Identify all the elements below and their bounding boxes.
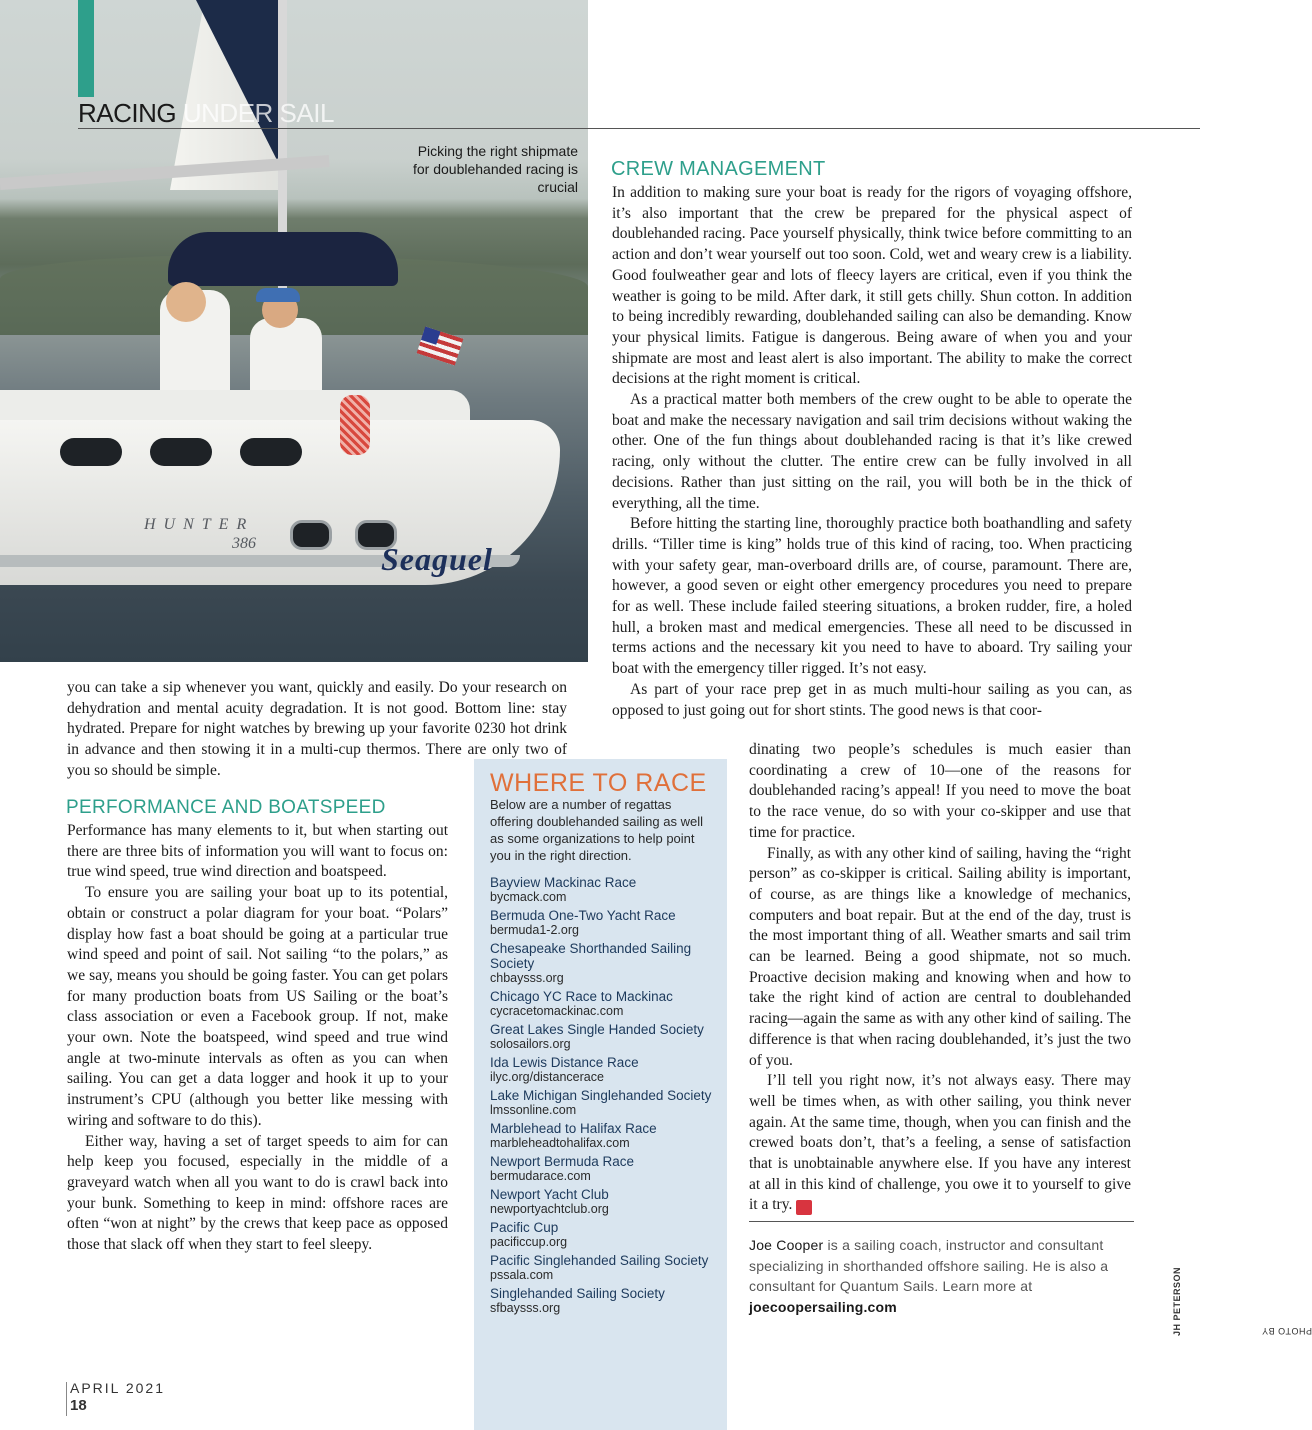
race-name: Chesapeake Shorthanded Sailing Society <box>490 941 692 971</box>
where-to-race-sidebar <box>474 759 727 1430</box>
race-item <box>490 1088 722 1117</box>
photo-caption: Picking the right shipmate for doublehanded racing is crucial <box>412 143 578 195</box>
coiled-rope <box>340 395 370 455</box>
crew-paragraph: In addition to making sure your boat is ready for the rigors of voyaging offshore, it’s also important that the crew be prepared for the physical aspect of doublehanded racing. Pace yourself physically, think twice before committing to an action and don’t wear yourself out too soon. Cold, wet and weary crew is a liability. Good foulweather gear and lots of fleecy layers are critical, even if you think the weather is going to be mild. After dark, it still gets chilly. Shun cotton. In addition to being incredibly rewarding, doublehanded sailing can also be demanding. Know your physical limits. Fatigue is dangerous. Being aware of when you and your shipmate are most and least alert is also important. The ability to make the correct decisions at the right moment is critical. <box>612 184 1132 388</box>
crew-paragraph: dinating two people’s schedules is much easier than coordinating a crew of 10—one of the reasons for doublehanded racing’s appeal! If you need to move the boat to the race venue, do so with your co-skipper and use that time for practice. <box>749 741 1131 841</box>
race-item <box>490 1022 722 1051</box>
race-item <box>490 908 722 937</box>
race-item <box>490 1220 722 1249</box>
issue-date: APRIL 2021 <box>70 1380 165 1396</box>
crew-paragraph-text: I’ll tell you right now, it’s not always easy. There may well be times when, as with other sailing, you think never again. At the same time, though, when you can finish and the crewed boats don’t, that’s a feeling, a sense of satisfaction that is unobtainable anywhere else. If you have any interest at all in this kind of challenge, you owe it to yourself to give it a try. <box>749 1072 1131 1214</box>
author-bio <box>749 1235 1134 1317</box>
race-name: Bermuda One-Two Yacht Race <box>490 908 676 923</box>
race-item <box>490 941 722 985</box>
race-url[interactable]: cycracetomackinac.com <box>490 1004 624 1018</box>
sail-cover <box>196 0 282 170</box>
hull-brand: HUNTER <box>144 516 255 533</box>
race-name: Lake Michigan Singlehanded Society <box>490 1088 712 1103</box>
race-item <box>490 1154 722 1183</box>
section-word-racing: RACING <box>78 98 177 128</box>
performance-paragraph: Either way, having a set of target speeds to aim for can help keep you focused, especially in the middle of a graveyard watch when all you want to do is crawl back into your bunk. Something to keep in mind: offshore races are often “won at night” by the crews that keep pace as opposed those that slack off when they start to feel sleepy. <box>67 1132 448 1254</box>
hull-port <box>290 520 332 550</box>
race-name: Pacific Singlehanded Sailing Society <box>490 1253 709 1268</box>
crew-paragraph-last <box>749 1071 1131 1216</box>
cabin-window <box>150 438 212 466</box>
crew-paragraph: Finally, as with any other kind of sailing, having the “right person” as co-skipper is critical. Sailing ability is important, of course, as are things like a knowledge of mechanics, computers and boat repair. But at the end of the day, trust is the most important thing of all. Weather smarts and sail trim can be learned. Being a good shipmate, not so much. Proactive decision making and knowing when and how to take the right kind of action are central to doublehanded racing—again the same as with any other kind of sailing. The difference is that when racing doublehanded, it’s just the two of you. <box>749 844 1131 1069</box>
cabin-window <box>240 438 302 466</box>
bio-text: is a sailing coach, instructor and consultant specializing in shorthanded offshore sailing. He is also a consultant for Quantum Sails. Learn more at <box>749 1237 1109 1294</box>
race-name: Bayview Mackinac Race <box>490 875 637 890</box>
race-item <box>490 1055 722 1084</box>
race-name: Pacific Cup <box>490 1220 559 1235</box>
race-url[interactable]: bermuda1-2.org <box>490 923 579 937</box>
crew-body <box>612 183 1132 721</box>
performance-paragraph: Performance has many elements to it, but when starting out there are three bits of information you will want to focus on: true wind speed, true wind direction and boatspeed. <box>67 822 448 881</box>
race-item <box>490 875 722 904</box>
race-list <box>490 875 722 1319</box>
race-name: Chicago YC Race to Mackinac <box>490 989 673 1004</box>
race-name: Newport Yacht Club <box>490 1187 609 1202</box>
race-url[interactable]: lmssonline.com <box>490 1103 577 1117</box>
end-mark-icon: S <box>796 1200 812 1215</box>
author-name: Joe Cooper <box>749 1237 824 1253</box>
performance-body <box>67 821 448 1256</box>
bimini-top <box>168 232 398 286</box>
race-url[interactable]: sfbaysss.org <box>490 1301 561 1315</box>
race-item <box>490 1187 722 1216</box>
cabin-window <box>60 438 122 466</box>
photo-credit-label: PHOTO BY <box>1261 1326 1312 1336</box>
race-url[interactable]: bermudarace.com <box>490 1169 591 1183</box>
race-item <box>490 1286 722 1315</box>
crew-paragraph: Before hitting the starting line, thoroughly practice both boathandling and safety drills. “Tiller time is king” holds true of this kind of racing, too. When practicing with your safety gear, man-overboard drills are, of course, paramount. There are, however, a good seven or eight other emergency procedures you need to prepare for as well. These include failed steering situations, a broken rudder, fire, a holed hull, a broken mast and medical emergencies. These all need to be discussed in terms actions and the necessary kit you need to have to aboard. Try sailing your boat with the emergency tiller rigged. It’s not easy. <box>612 515 1132 678</box>
section-accent-bar <box>78 0 94 97</box>
race-url[interactable]: bycmack.com <box>490 890 567 904</box>
photo-credit <box>1172 1196 1312 1336</box>
performance-heading: PERFORMANCE AND BOATSPEED <box>66 797 386 818</box>
race-url[interactable]: pacificcup.org <box>490 1235 568 1249</box>
footer-rule <box>66 1382 67 1416</box>
crew-paragraph: As part of your race prep get in as much multi-hour sailing as you can, as opposed to just going out for short stints. The good news is that coor- <box>612 680 1132 719</box>
section-rule <box>78 128 1200 129</box>
section-word-under-sail: UNDER SAIL <box>182 98 334 128</box>
race-url[interactable]: pssala.com <box>490 1268 554 1282</box>
section-header <box>78 98 334 129</box>
race-name: Singlehanded Sailing Society <box>490 1286 665 1301</box>
race-url[interactable]: solosailors.org <box>490 1037 571 1051</box>
performance-paragraph: To ensure you are sailing your boat up to its potential, obtain or construct a polar diagram for your boat. “Polars” display how fast a boat should be going at a particular true wind speed and point of sail. Not sailing “to the polars,” as we say, means you should be going faster. You can get polars for many production boats from US Sailing or the boat’s class association or even a Facebook group. If not, make your own. Note the boatspeed, wind speed and true wind angle at two-minute intervals as often as you can when sailing. You can get a data logger and hook it up to your instrument’s CPU (although you better like messing with wiring and software to do this). <box>67 884 448 1129</box>
race-item <box>490 1121 722 1150</box>
race-item <box>490 1253 722 1282</box>
race-name: Great Lakes Single Handed Society <box>490 1022 704 1037</box>
race-url[interactable]: chbaysss.org <box>490 971 564 985</box>
sailor-left-head <box>166 282 206 322</box>
race-url[interactable]: marbleheadtohalifax.com <box>490 1136 630 1150</box>
race-name: Marblehead to Halifax Race <box>490 1121 657 1136</box>
photo-credit-name: JH PETERSON <box>1172 1266 1182 1336</box>
race-name: Ida Lewis Distance Race <box>490 1055 639 1070</box>
hull-model: 386 <box>232 535 256 552</box>
intro-paragraph: you can take a sip whenever you want, quickly and easily. Do your research on dehydration and mental acuity degradation. It is not good. Bottom line: stay hydrated. Prepare for night watches by brewing up your favorite 0230 hot drink in advance and then stowing it in a multi-cup thermos. There are only two of you so should be simple. <box>67 679 567 779</box>
race-item <box>490 989 722 1018</box>
sidebar-intro: Below are a number of regattas offering doublehanded sailing as well as some organizations to help point you in the right direction. <box>490 797 703 863</box>
race-url[interactable]: ilyc.org/distancerace <box>490 1070 604 1084</box>
author-website[interactable]: joecoopersailing.com <box>749 1298 897 1315</box>
race-url[interactable]: newportyachtclub.org <box>490 1202 609 1216</box>
sailor-cap <box>256 288 300 302</box>
sidebar-title: WHERE TO RACE <box>490 769 707 797</box>
crew-management-heading: CREW MANAGEMENT <box>611 158 826 180</box>
crew-paragraph: As a practical matter both members of the crew ought to be able to operate the boat and make the necessary navigation and sail trim decisions without waking the other. One of the fun things about doublehanded racing is that it’s like crewed racing, only without the clutter. The entire crew can be fully involved in all decisions. Rather than just sitting on the rail, you will both be in the thick of everything, all the time. <box>612 391 1132 512</box>
race-name: Newport Bermuda Race <box>490 1154 635 1169</box>
page-number: 18 <box>70 1397 87 1414</box>
crew-body-continued <box>749 740 1131 1216</box>
bio-rule <box>749 1221 1134 1222</box>
boat-name: Seaguel <box>381 541 493 577</box>
